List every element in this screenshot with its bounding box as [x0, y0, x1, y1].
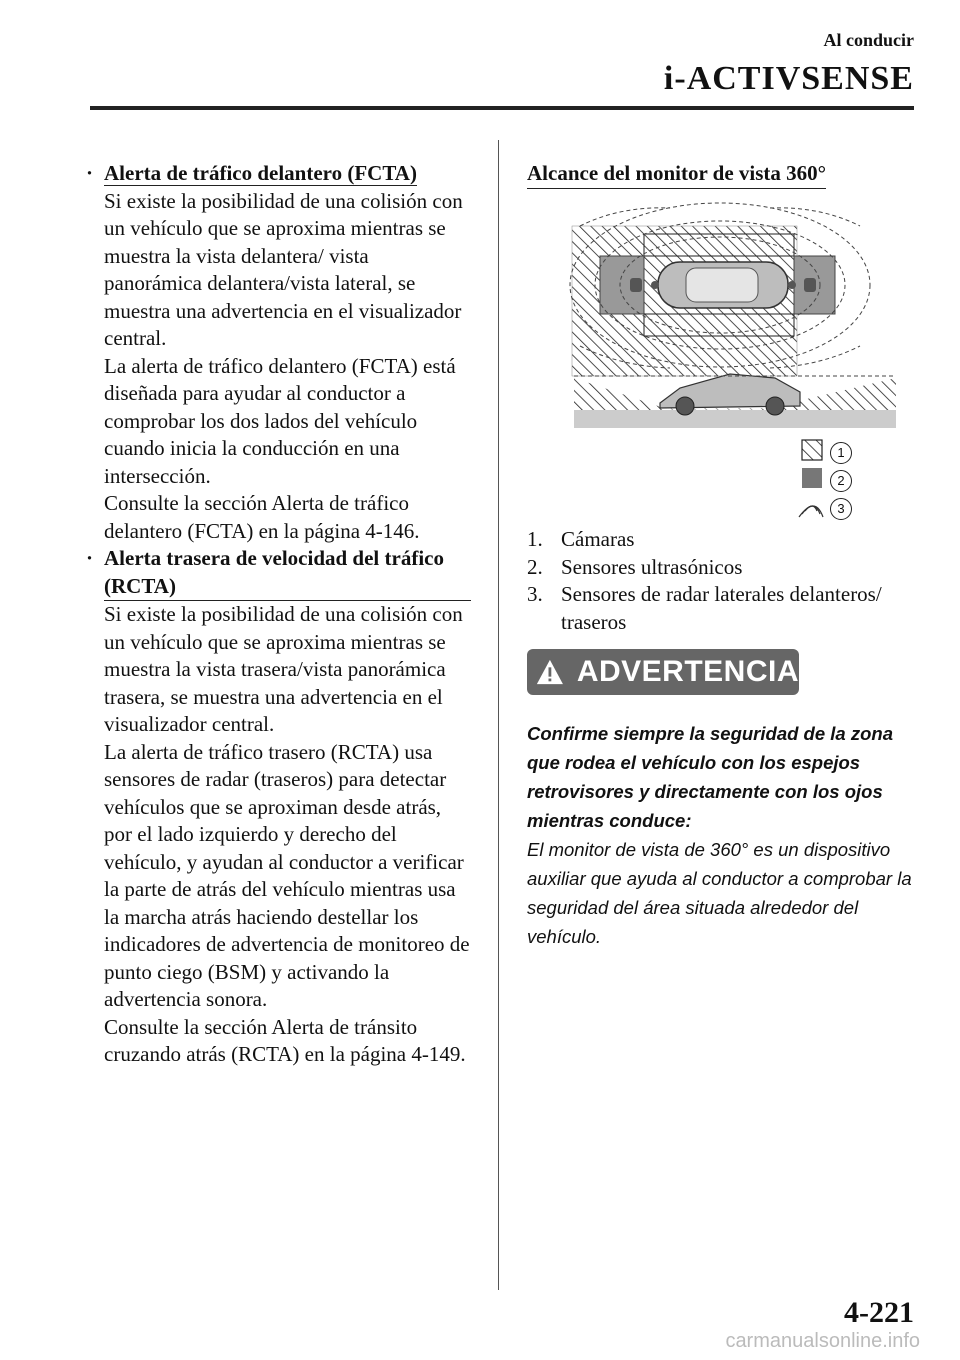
header-rule [90, 106, 914, 110]
bullet-dot: · [86, 546, 94, 570]
warning-banner [527, 649, 799, 695]
warning-bold-text: Confirme siempre la seguridad de la zona que rodea el vehículo con los espejos retrovisores y directamente con los ojos mientras conduce: [527, 723, 893, 831]
bullet-fcta [86, 160, 471, 545]
fcta-heading: Alerta de tráfico delantero (FCTA) [104, 161, 417, 185]
right-column [527, 160, 917, 189]
legend-row-3 [798, 496, 878, 522]
warning-text: El monitor de vista de 360° es un dispositivo auxiliar que ayuda al conductor a comprobar la seguridad del área situada alrededor del vehículo. [527, 839, 912, 947]
left-column [86, 160, 471, 1069]
top-view [570, 203, 870, 376]
list-item: 2. Sensores ultrasónicos [527, 554, 743, 579]
side-view [574, 374, 896, 428]
fcta-para-3: Consulte la sección Alerta de tráfico delantero (FCTA) en la página 4-146. [104, 491, 420, 543]
rcta-heading: Alerta trasera de velocidad del tráfico (RCTA) [104, 545, 471, 601]
fcta-para-2: La alerta de tráfico delantero (FCTA) está diseñada para ayudar al conductor a comprobar los dos lados del vehículo cuando inicia la conducción en una intersección. [104, 353, 456, 488]
figure-title: Alcance del monitor de vista 360° [527, 160, 826, 189]
warning-icon [535, 657, 565, 687]
chapter-title: i-ACTIVSENSE [663, 60, 914, 97]
warning-body [527, 719, 922, 951]
rcta-para-2: La alerta de tráfico trasero (RCTA) usa sensores de radar (traseros) para detectar vehículos que se aproximan desde atrás, por el lado izquierdo y derecho del vehículo, y ayudan al conductor a verificar la parte de atrás del vehículo mientras usa la marcha atrás haciendo destellar los indicadores de advertencia de monitoreo de punto ciego (BSM) y activando la advertencia sonora. [104, 739, 470, 1011]
rcta-para-3: Consulte la sección Alerta de tránsito cruzando atrás (RCTA) en la página 4-149. [104, 1014, 466, 1066]
list-item: 3. Sensores de radar laterales delanteros/ traseros [527, 582, 882, 634]
legend-list [527, 526, 917, 636]
fcta-para-1: Si existe la posibilidad de una colisión con un vehículo que se aproxima mientras se muestra la vista delantera/ vista panorámica delantera/vista lateral, se muestra una advertencia en el visualizador central. [104, 188, 463, 350]
bullet-dot: · [86, 161, 94, 185]
legend-row-2 [798, 468, 878, 494]
bullet-rcta [86, 545, 471, 1069]
legend-number: 3 [830, 498, 852, 520]
legend-number: 2 [830, 470, 852, 492]
rcta-para-1: Si existe la posibilidad de una colisión con un vehículo que se aproxima mientras se muestra la vista trasera/vista panorámica trasera, se muestra una advertencia en el visualizador central. [104, 602, 463, 736]
page-number: 4-221 [844, 1296, 914, 1329]
legend-row-1 [798, 440, 878, 466]
list-item: 1. Cámaras [527, 527, 635, 551]
watermark: carmanualsonline.info [725, 1330, 920, 1352]
section-label: Al conducir [823, 30, 914, 50]
column-divider [498, 140, 499, 1290]
legend-number: 1 [830, 442, 852, 464]
warning-label: ADVERTENCIA [576, 655, 799, 688]
